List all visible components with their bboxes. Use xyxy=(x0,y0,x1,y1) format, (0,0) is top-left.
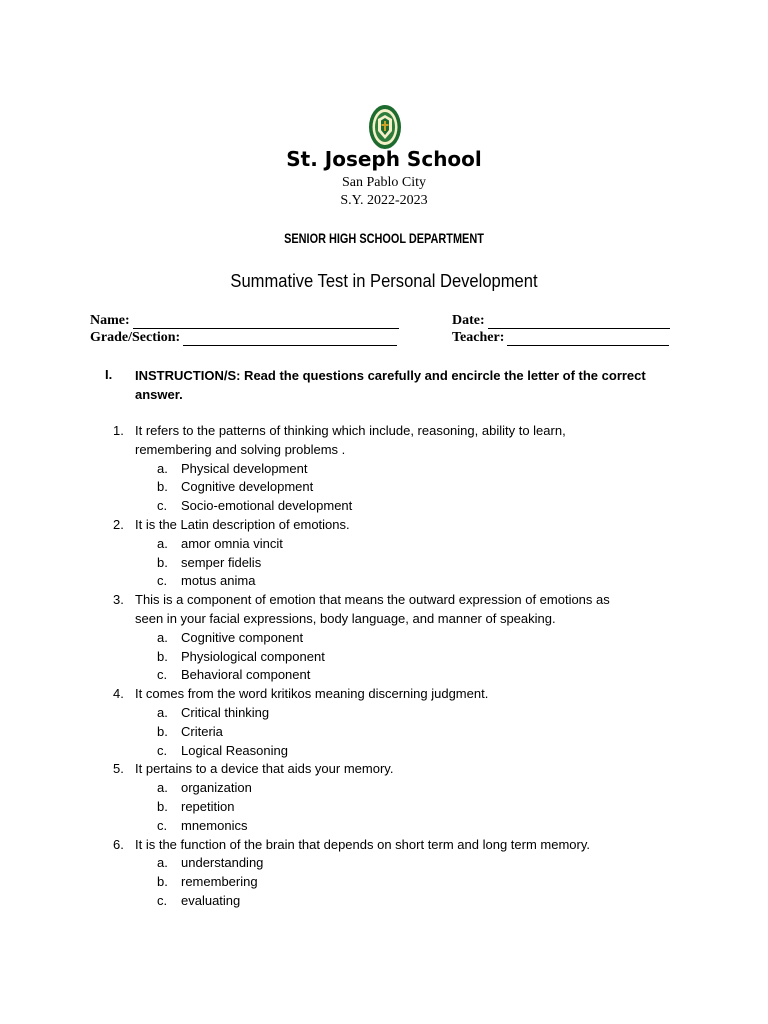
question-text: It is the Latin description of emotions. xyxy=(135,516,350,532)
option-text: evaluating xyxy=(181,892,241,908)
option-text: organization xyxy=(181,780,252,796)
option-text: Logical Reasoning xyxy=(181,742,288,758)
option-text: amor omnia vincit xyxy=(181,535,283,551)
option-letter[interactable]: a. xyxy=(157,535,168,551)
option-letter[interactable]: c. xyxy=(157,817,168,833)
option-b[interactable] xyxy=(0,554,768,573)
question-number: 3. xyxy=(113,592,124,608)
question-text: It is the function of the brain that depends on short term and long term memory. xyxy=(135,836,590,852)
name-blank[interactable] xyxy=(133,316,399,329)
option-c[interactable] xyxy=(0,572,768,591)
date-blank[interactable] xyxy=(488,316,670,329)
option-c[interactable] xyxy=(0,817,768,836)
option-text: motus anima xyxy=(181,573,256,589)
question-number: 5. xyxy=(113,761,124,777)
option-a[interactable] xyxy=(0,779,768,798)
question-text: It comes from the word kritikos meaning discerning judgment. xyxy=(135,686,489,702)
option-text: understanding xyxy=(181,855,264,871)
option-a[interactable] xyxy=(0,460,768,479)
option-letter[interactable]: b. xyxy=(157,874,168,890)
question-number: 4. xyxy=(113,686,124,702)
school-seal-icon xyxy=(368,103,402,151)
test-title: Summative Test in Personal Development xyxy=(230,271,538,291)
option-letter[interactable]: b. xyxy=(157,479,168,495)
option-letter[interactable]: a. xyxy=(157,460,168,476)
option-letter[interactable]: c. xyxy=(157,498,168,514)
option-text: Behavioral component xyxy=(181,667,311,683)
instruction-text: INSTRUCTION/S: Read the questions carefully and encircle the letter of the correct answer. xyxy=(135,368,646,402)
option-b[interactable] xyxy=(0,478,768,497)
option-c[interactable] xyxy=(0,497,768,516)
option-a[interactable] xyxy=(0,854,768,873)
option-letter[interactable]: c. xyxy=(157,892,168,908)
question-1 xyxy=(0,422,768,516)
option-text: semper fidelis xyxy=(181,554,262,570)
option-text: remembering xyxy=(181,874,258,890)
option-text: repetition xyxy=(181,798,235,814)
option-c[interactable] xyxy=(0,892,768,911)
option-letter[interactable]: b. xyxy=(157,648,168,664)
option-text: Cognitive component xyxy=(181,629,304,645)
instruction-number: I. xyxy=(105,367,113,382)
question-5 xyxy=(0,760,768,835)
option-a[interactable] xyxy=(0,629,768,648)
option-letter[interactable]: a. xyxy=(157,780,168,796)
question-text: It pertains to a device that aids your memory. xyxy=(135,761,394,777)
date-label: Date: xyxy=(452,313,485,328)
option-letter[interactable]: a. xyxy=(157,629,168,645)
grade-section-label: Grade/Section: xyxy=(90,330,181,345)
school-year: S.Y. 2022-2023 xyxy=(340,193,428,208)
teacher-label: Teacher: xyxy=(452,330,505,345)
department-title: SENIOR HIGH SCHOOL DEPARTMENT xyxy=(284,230,484,246)
option-text: Physical development xyxy=(181,460,308,476)
grade-section-blank[interactable] xyxy=(183,333,397,346)
question-number: 2. xyxy=(113,516,124,532)
option-letter[interactable]: b. xyxy=(157,723,168,739)
option-letter[interactable]: b. xyxy=(157,554,168,570)
question-text: This is a component of emotion that means the outward expression of emotions as seen in your facial expressions, body language, and manner of speaking. xyxy=(135,592,610,626)
option-b[interactable] xyxy=(0,798,768,817)
question-4 xyxy=(0,685,768,760)
option-b[interactable] xyxy=(0,648,768,667)
option-b[interactable] xyxy=(0,723,768,742)
option-letter[interactable]: a. xyxy=(157,704,168,720)
option-text: Physiological component xyxy=(181,648,325,664)
grade-section-field[interactable] xyxy=(90,330,397,346)
option-a[interactable] xyxy=(0,704,768,723)
option-letter[interactable]: c. xyxy=(157,573,168,589)
option-letter[interactable]: b. xyxy=(157,798,168,814)
option-letter[interactable]: c. xyxy=(157,667,168,683)
option-text: Cognitive development xyxy=(181,479,314,495)
question-number: 1. xyxy=(113,423,124,438)
question-3 xyxy=(0,591,768,685)
name-label: Name: xyxy=(90,313,130,328)
question-list xyxy=(0,422,768,911)
question-text: It refers to the patterns of thinking which include, reasoning, ability to learn, remembering and solving problems . xyxy=(135,423,566,457)
teacher-field[interactable] xyxy=(452,330,669,346)
option-b[interactable] xyxy=(0,873,768,892)
option-text: Socio-emotional development xyxy=(181,498,353,514)
option-c[interactable] xyxy=(0,666,768,685)
question-2 xyxy=(0,516,768,591)
date-field[interactable] xyxy=(452,313,670,329)
option-a[interactable] xyxy=(0,535,768,554)
name-field[interactable] xyxy=(90,313,399,329)
teacher-blank[interactable] xyxy=(507,333,669,346)
option-letter[interactable]: a. xyxy=(157,855,168,871)
question-number: 6. xyxy=(113,836,124,852)
option-text: Criteria xyxy=(181,723,223,739)
option-text: mnemonics xyxy=(181,817,248,833)
option-text: Critical thinking xyxy=(181,704,270,720)
school-city: San Pablo City xyxy=(341,175,426,190)
option-c[interactable] xyxy=(0,742,768,761)
question-6 xyxy=(0,836,768,911)
option-letter[interactable]: c. xyxy=(157,742,168,758)
school-name: St. Joseph School xyxy=(286,147,482,171)
